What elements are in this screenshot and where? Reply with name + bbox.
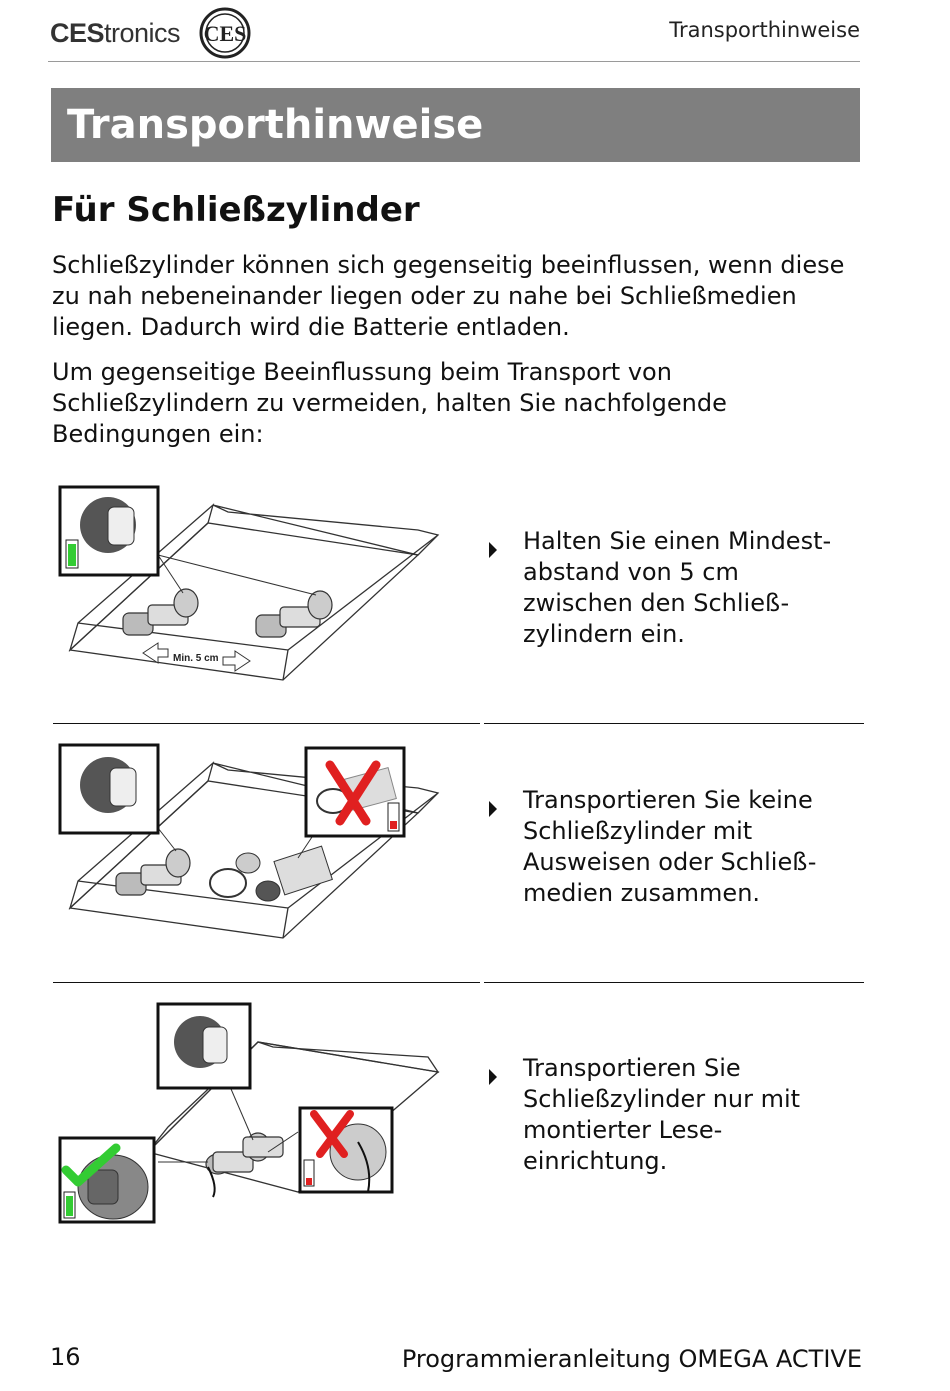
intro-paragraph: Schließzylinder können sich gegenseitig beeinflussen, wenn diese zu nah nebeneinander liegen oder zu nahe bei Schließmedien liegen. Dadurch wird die Batterie entladen.	[52, 251, 845, 341]
instruction-item-2	[487, 785, 867, 909]
arrow-bullet-icon	[487, 526, 523, 650]
instruction-text-3: Transportieren Sie Schließzylinder nur mit montierter Lese- einrichtung.	[523, 1054, 801, 1175]
reader-mounted-illustration	[58, 1002, 458, 1232]
instruction-paragraph: Um gegenseitige Beeinflussung beim Transport von Schließzylindern zu vermeiden, halten Sie nachfolgende Bedingungen ein:	[52, 358, 727, 448]
chapter-banner: Transporthinweise	[51, 88, 860, 162]
cylinder-right	[256, 591, 332, 637]
arrow-bullet-icon	[487, 1053, 523, 1177]
section-title: Für Schließzylinder	[52, 190, 420, 230]
brand-logo	[50, 8, 252, 58]
instruction-item-3	[487, 1053, 867, 1177]
instruction-text-2: Transportieren Sie keine Schließzylinder mit Ausweisen oder Schließ- medien zusammen.	[523, 786, 817, 907]
header-section-title: Transporthinweise	[669, 18, 860, 42]
cylinder-left	[123, 589, 198, 635]
min-distance-label: Min. 5 cm	[173, 653, 219, 664]
ces-seal-icon	[198, 6, 252, 60]
document-title: Programmieranleitung OMEGA ACTIVE	[401, 1345, 862, 1373]
instruction-item-1	[487, 526, 867, 650]
instruction-text-1: Halten Sie einen Mindest- abstand von 5 cm zwischen den Schließ- zylindern ein.	[523, 527, 832, 648]
arrow-left-icon	[143, 643, 168, 663]
svg-text:CES: CES	[203, 21, 247, 46]
row-divider-right	[484, 723, 864, 724]
row-divider-left	[53, 982, 480, 983]
arrow-right-icon	[223, 651, 250, 671]
row-divider-right	[484, 982, 864, 983]
page-number: 16	[50, 1343, 81, 1371]
row-divider-left	[53, 723, 480, 724]
arrow-bullet-icon	[487, 785, 523, 909]
spacing-illustration	[58, 485, 458, 685]
no-media-illustration	[58, 743, 458, 943]
brand-wordmark: CEStronics	[50, 17, 181, 48]
header-divider	[48, 61, 860, 62]
